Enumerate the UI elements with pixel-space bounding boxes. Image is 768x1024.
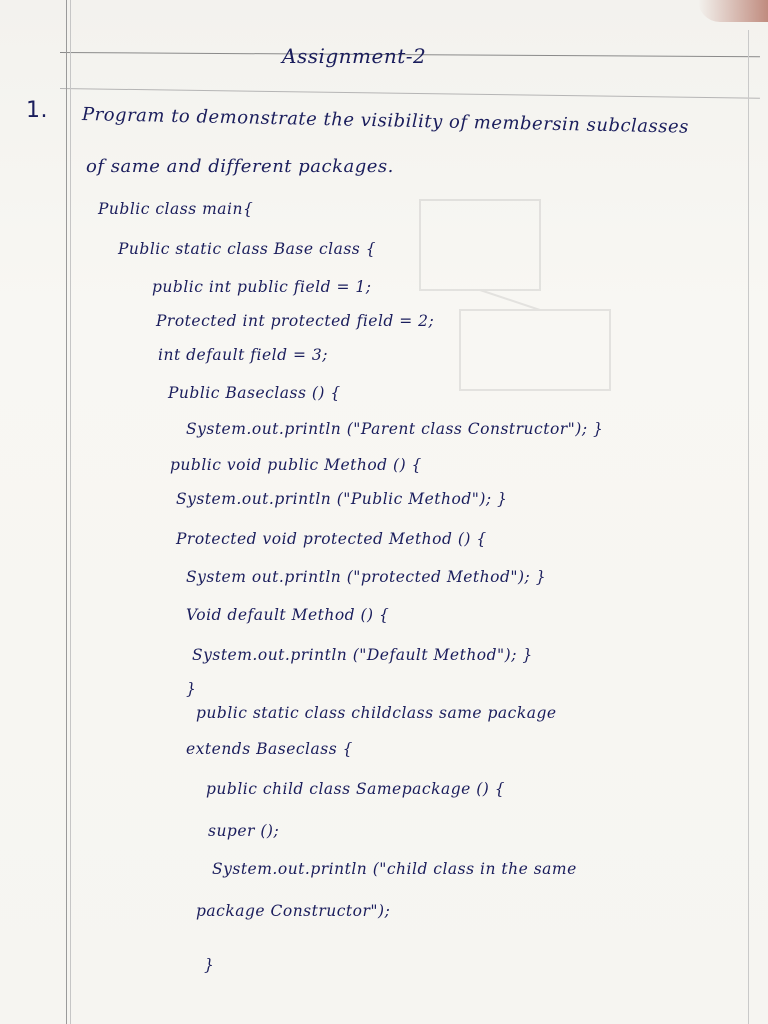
code-line: } <box>186 680 197 698</box>
page-title: Assignment-2 <box>282 44 427 68</box>
code-line: int default field = 3; <box>158 346 328 364</box>
code-line: Void default Method () { <box>186 606 390 624</box>
code-line: System.out.println ("Public Method"); } <box>176 490 508 508</box>
margin-line <box>66 0 67 1024</box>
margin-line-inner <box>70 0 71 1024</box>
code-line: public int public field = 1; <box>152 278 372 296</box>
code-line: Public static class Base class { <box>118 240 377 258</box>
code-line: System.out.println ("Parent class Constructor"); } <box>186 420 604 438</box>
right-edge-line <box>748 30 749 1024</box>
code-line: public static class childclass same package <box>196 704 557 722</box>
problem-statement-line-1: Program to demonstrate the visibility of membersin subclasses <box>81 104 690 138</box>
code-line: public void public Method () { <box>170 456 422 474</box>
code-line: super (); <box>208 822 280 840</box>
code-line: Public class main{ <box>98 200 254 218</box>
code-line: Public Baseclass () { <box>168 384 341 402</box>
header-rule-line <box>60 88 760 99</box>
page-corner-shadow <box>698 0 768 22</box>
code-line: Protected void protected Method () { <box>176 530 487 548</box>
code-line: Protected int protected field = 2; <box>156 312 435 330</box>
code-line: extends Baseclass { <box>186 740 353 758</box>
bleed-through-shadow <box>400 190 660 420</box>
problem-statement-line-2: of same and different packages. <box>86 156 394 177</box>
code-line: System out.println ("protected Method"); } <box>186 568 547 586</box>
code-line: System.out.println ("Default Method"); } <box>192 646 533 664</box>
question-number: 1. <box>26 98 48 123</box>
code-line: System.out.println ("child class in the same <box>212 860 577 878</box>
code-line: public child class Samepackage () { <box>206 780 506 798</box>
code-line: } <box>204 956 215 974</box>
code-line: package Constructor"); <box>196 902 391 920</box>
